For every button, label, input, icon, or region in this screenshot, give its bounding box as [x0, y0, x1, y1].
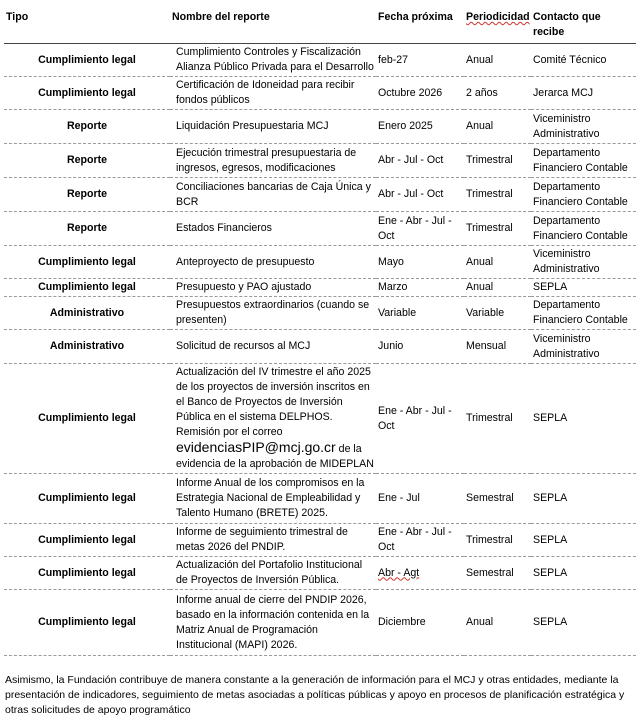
cell-fecha: feb-27: [376, 44, 464, 77]
cell-fecha: Variable: [376, 297, 464, 330]
cell-nombre: Presupuestos extraordinarios (cuando se presenten): [170, 297, 376, 330]
cell-tipo: Reporte: [4, 144, 170, 178]
cell-periodicidad: Variable: [464, 297, 531, 330]
cell-periodicidad: 2 años: [464, 77, 531, 110]
header-tipo: Tipo: [4, 8, 170, 44]
cell-contacto: Viceministro Administrativo: [531, 330, 636, 364]
cell-tipo: Cumplimiento legal: [4, 590, 170, 656]
cell-tipo: Cumplimiento legal: [4, 364, 170, 474]
cell-tipo: Reporte: [4, 212, 170, 246]
cell-fecha: [376, 557, 464, 590]
cell-periodicidad: Trimestral: [464, 178, 531, 212]
cell-contacto: Departamento Financiero Contable: [531, 297, 636, 330]
cell-nombre: Presupuesto y PAO ajustado: [170, 279, 376, 297]
cell-tipo: Cumplimiento legal: [4, 557, 170, 590]
cell-contacto: SEPLA: [531, 279, 636, 297]
cell-fecha: Junio: [376, 330, 464, 364]
cell-nombre: Conciliaciones bancarias de Caja Única y BCR: [170, 178, 376, 212]
cell-nombre: Actualización del Portafolio Institucional de Proyectos de Inversión Pública.: [170, 557, 376, 590]
cell-nombre: Estados Financieros: [170, 212, 376, 246]
cell-fecha: Abr - Jul - Oct: [376, 144, 464, 178]
header-contacto: Contacto que recibe: [531, 8, 636, 44]
table-row: [4, 364, 636, 474]
cell-contacto: SEPLA: [531, 524, 636, 557]
cell-periodicidad: Mensual: [464, 330, 531, 364]
cell-periodicidad: Anual: [464, 279, 531, 297]
cell-contacto: SEPLA: [531, 364, 636, 474]
table-row: [4, 246, 636, 279]
reports-table: [4, 8, 636, 656]
table-row: [4, 44, 636, 77]
cell-tipo: Administrativo: [4, 330, 170, 364]
cell-periodicidad: Semestral: [464, 474, 531, 524]
cell-nombre: Solicitud de recursos al MCJ: [170, 330, 376, 364]
cell-periodicidad: Anual: [464, 246, 531, 279]
cell-nombre: Ejecución trimestral presupuestaria de ingresos, egresos, modificaciones: [170, 144, 376, 178]
cell-nombre: Anteproyecto de presupuesto: [170, 246, 376, 279]
cell-nombre: Certificación de Idoneidad para recibir fondos públicos: [170, 77, 376, 110]
cell-fecha: Diciembre: [376, 590, 464, 656]
cell-nombre: Liquidación Presupuestaria MCJ: [170, 110, 376, 144]
cell-contacto: Viceministro Administrativo: [531, 246, 636, 279]
cell-nombre: Informe anual de cierre del PNDIP 2026, basado en la información contenida en la Matriz Anual de Programación Institucional (MAPI) 2026.: [170, 590, 376, 656]
cell-periodicidad: Trimestral: [464, 212, 531, 246]
table-row: [4, 144, 636, 178]
table-row: [4, 474, 636, 524]
cell-contacto: Jerarca MCJ: [531, 77, 636, 110]
cell-fecha: Ene - Jul: [376, 474, 464, 524]
table-row: [4, 279, 636, 297]
table-header-row: [4, 8, 636, 44]
cell-nombre-part: Actualización del IV trimestre el año 2025 de los proyectos de inversión inscritos en el Banco de Proyectos de Inversión Pública en el sistema DELPHOS. Remisión por el correo: [176, 366, 371, 438]
cell-tipo: Cumplimiento legal: [4, 77, 170, 110]
cell-fecha-text: Abr - Agt: [378, 566, 420, 579]
cell-fecha: Ene - Abr - Jul - Oct: [376, 212, 464, 246]
table-row: [4, 590, 636, 656]
cell-contacto: SEPLA: [531, 474, 636, 524]
cell-periodicidad: Anual: [464, 110, 531, 144]
table-row: [4, 212, 636, 246]
header-periodicidad-text: Periodicidad: [466, 11, 530, 23]
cell-tipo: Reporte: [4, 110, 170, 144]
cell-tipo: Reporte: [4, 178, 170, 212]
cell-fecha: Abr - Jul - Oct: [376, 178, 464, 212]
cell-tipo: Cumplimiento legal: [4, 524, 170, 557]
cell-fecha: Octubre 2026: [376, 77, 464, 110]
cell-periodicidad: Anual: [464, 44, 531, 77]
cell-contacto: SEPLA: [531, 590, 636, 656]
cell-tipo: Cumplimiento legal: [4, 474, 170, 524]
table-row: [4, 110, 636, 144]
table-row: [4, 178, 636, 212]
cell-periodicidad: Trimestral: [464, 144, 531, 178]
cell-contacto: Departamento Financiero Contable: [531, 212, 636, 246]
cell-fecha: Ene - Abr - Jul - Oct: [376, 524, 464, 557]
email-address: evidenciasPIP@mcj.go.cr: [176, 439, 336, 455]
cell-fecha: Enero 2025: [376, 110, 464, 144]
cell-periodicidad: Semestral: [464, 557, 531, 590]
header-periodicidad: [464, 8, 531, 44]
footer-paragraph: Asimismo, la Fundación contribuye de manera constante a la generación de información para el MCJ y otras entidades, mediante la presentación de indicadores, seguimiento de metas asociadas a políticas públicas y apoyo en procesos de planificación estratégica y otras solicitudes de apoyo programático: [5, 674, 625, 716]
cell-nombre-part: de la evidencia de la aprobación de MIDEPLAN: [176, 443, 374, 470]
cell-contacto: Departamento Financiero Contable: [531, 144, 636, 178]
cell-periodicidad: Trimestral: [464, 364, 531, 474]
table-row: [4, 557, 636, 590]
cell-tipo: Administrativo: [4, 297, 170, 330]
cell-fecha: Marzo: [376, 279, 464, 297]
header-nombre: Nombre del reporte: [170, 8, 376, 44]
header-fecha: Fecha próxima: [376, 8, 464, 44]
cell-fecha: Ene - Abr - Jul - Oct: [376, 364, 464, 474]
cell-fecha: Mayo: [376, 246, 464, 279]
cell-nombre: Informe de seguimiento trimestral de metas 2026 del PNDIP.: [170, 524, 376, 557]
cell-contacto: Departamento Financiero Contable: [531, 178, 636, 212]
table-row: [4, 297, 636, 330]
cell-periodicidad: Trimestral: [464, 524, 531, 557]
cell-tipo: Cumplimiento legal: [4, 44, 170, 77]
cell-tipo: Cumplimiento legal: [4, 279, 170, 297]
table-row: [4, 524, 636, 557]
table-row: [4, 77, 636, 110]
cell-contacto: Viceministro Administrativo: [531, 110, 636, 144]
cell-nombre: Cumplimiento Controles y Fiscalización Alianza Público Privada para el Desarrollo: [170, 44, 376, 77]
cell-nombre: [170, 364, 376, 474]
cell-nombre: Informe Anual de los compromisos en la Estrategia Nacional de Empleabilidad y Talento Humano (BRETE) 2025.: [170, 474, 376, 524]
cell-contacto: Comité Técnico: [531, 44, 636, 77]
cell-periodicidad: Anual: [464, 590, 531, 656]
cell-contacto: SEPLA: [531, 557, 636, 590]
cell-tipo: Cumplimiento legal: [4, 246, 170, 279]
table-row: [4, 330, 636, 364]
